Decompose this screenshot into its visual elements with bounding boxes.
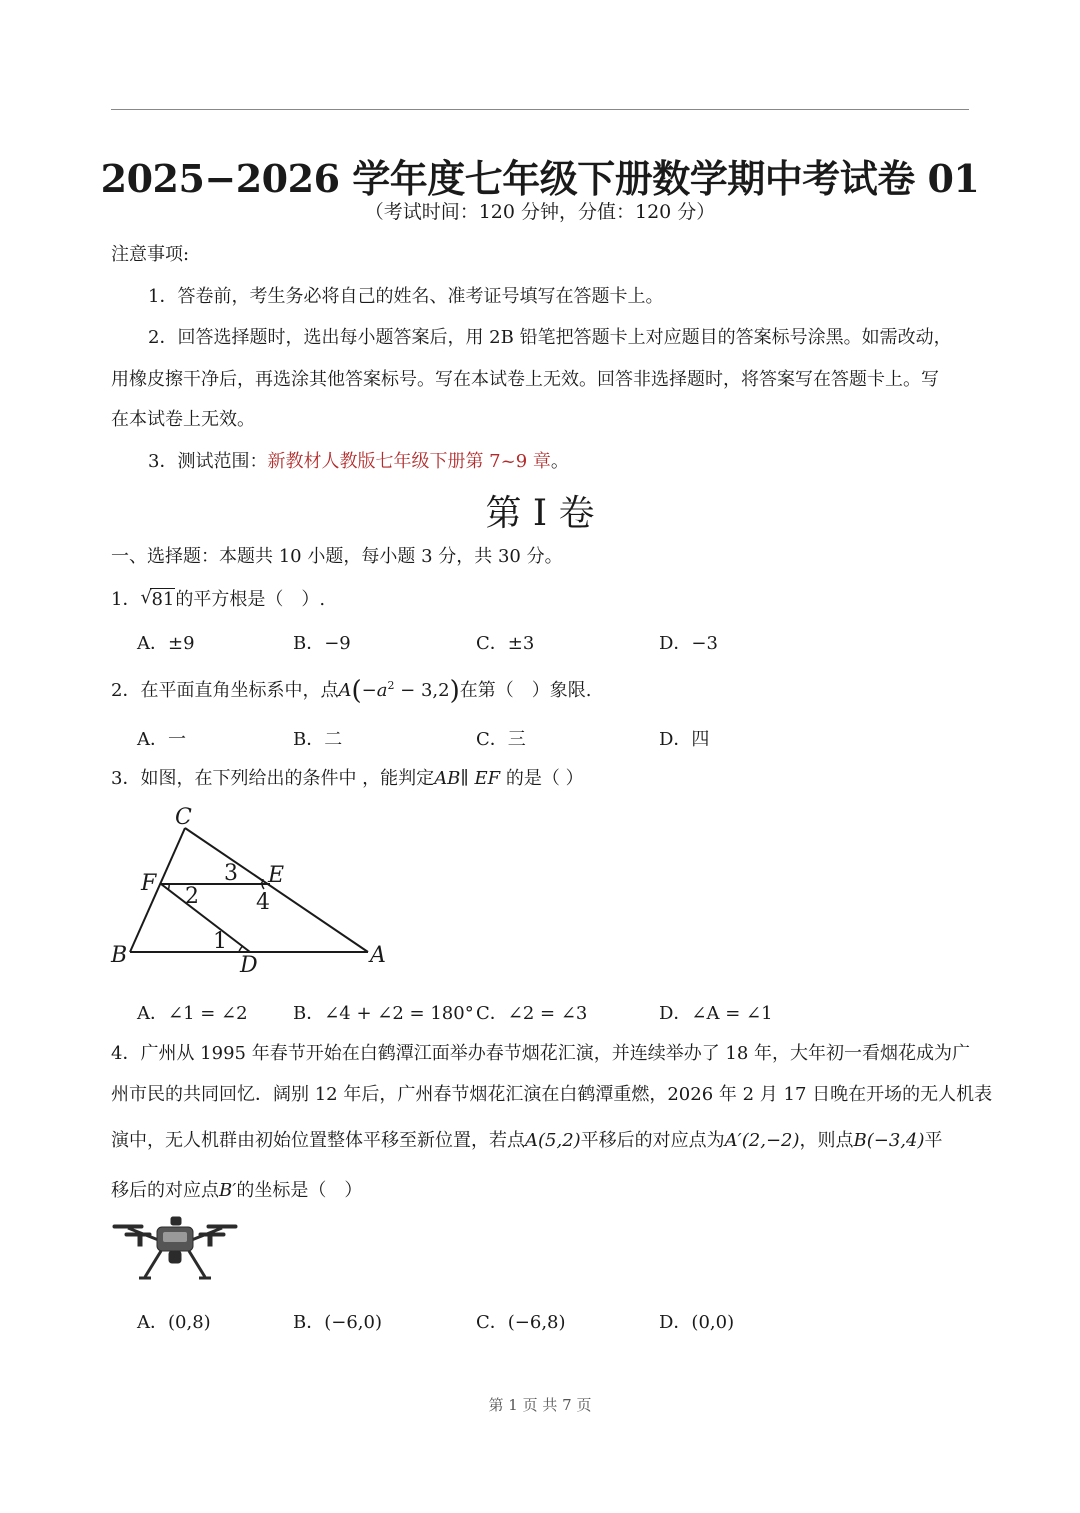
part-1-heading: 一、选择题：本题共 10 小题，每小题 3 分，共 30 分。	[111, 546, 563, 567]
sqrt-81	[140, 587, 175, 613]
q1-option-c: C．±3	[476, 633, 535, 654]
drone-image	[111, 1215, 239, 1285]
label-angle-3: 3	[224, 861, 238, 886]
q1-option-d: D．−3	[659, 633, 718, 654]
q4-line-3-d: 平	[924, 1130, 943, 1151]
label-e: E	[268, 863, 285, 888]
q1-number: 1．	[111, 589, 141, 610]
q2-prefix: 2．在平面直角坐标系中，点	[111, 680, 339, 701]
q2-option-b: B．二	[293, 729, 343, 750]
point-a-prime: A′(2,−2)	[724, 1130, 800, 1151]
label-f: F	[141, 871, 157, 896]
point-a: A(5,2)	[525, 1130, 581, 1151]
top-rule	[111, 109, 969, 110]
triangle-figure	[105, 800, 405, 980]
motor-left	[138, 1236, 142, 1246]
label-angle-1: 1	[213, 929, 227, 954]
label-c: C	[175, 805, 192, 830]
body-panel	[163, 1232, 187, 1242]
segment-fd	[161, 884, 250, 952]
q3-text: 3．如图，在下列给出的条件中 ，能判定	[111, 768, 435, 789]
leg-left	[145, 1251, 161, 1277]
question-3	[111, 766, 584, 792]
question-1	[111, 587, 325, 613]
q4-option-d: D．(0,0)	[659, 1312, 735, 1333]
q1-text: 的平方根是（ ）.	[175, 589, 326, 610]
section-title: 第 I 卷	[485, 493, 595, 534]
q3-ab: AB	[434, 768, 461, 789]
q3-option-b: B．∠4 + ∠2 = 180°	[293, 1003, 474, 1024]
right-paren: )	[449, 676, 460, 706]
leg-right	[189, 1251, 205, 1277]
q2-point-label: A	[338, 680, 352, 701]
q3-suffix: 的是（ ）	[500, 768, 584, 789]
exam-subtitle: （考试时间：120 分钟，分值：120 分）	[364, 201, 716, 223]
point-b: B(−3,4)	[853, 1130, 925, 1151]
note-3-suffix: 。	[550, 451, 569, 472]
q4-line-3-a: 演中，无人机群由初始位置整体平移至新位置，若点	[111, 1130, 525, 1151]
rotor-right-1	[207, 1225, 237, 1228]
q2-exponent: 2	[387, 679, 395, 692]
q2-option-a: A．一	[137, 729, 186, 750]
radicand: 81	[151, 589, 175, 610]
note-3	[148, 449, 569, 475]
q2-suffix: 在第（ ）象限.	[459, 680, 592, 701]
q3-parallel: ∥	[460, 768, 469, 789]
label-angle-2: 2	[185, 884, 199, 909]
q2-option-c: C．三	[476, 729, 526, 750]
note-1: 1．答卷前，考生务必将自己的姓名、准考证号填写在答题卡上。	[148, 286, 664, 307]
q2-coord-a: −a	[361, 680, 388, 701]
note-2-line-3: 在本试卷上无效。	[111, 409, 255, 430]
exam-title: 2025−2026 学年度七年级下册数学期中考试卷 01	[100, 156, 980, 201]
camera-gimbal	[169, 1251, 181, 1263]
gps-module	[171, 1217, 181, 1225]
radical-sign: √	[140, 587, 152, 608]
q4-option-c: C．(−6,8)	[476, 1312, 566, 1333]
left-paren: (	[351, 676, 362, 706]
label-angle-4: 4	[256, 890, 270, 915]
test-scope: 新教材人教版七年级下册第 7~9 章	[267, 451, 551, 472]
motor-right	[208, 1236, 212, 1246]
q4-line-3-c: ，则点	[799, 1130, 854, 1151]
page-footer: 第 1 页 共 7 页	[488, 1396, 592, 1414]
point-b-prime: B′	[219, 1180, 237, 1201]
q2-option-d: D．四	[659, 729, 710, 750]
q4-option-a: A．(0,8)	[137, 1312, 211, 1333]
note-3-prefix: 3．测试范围：	[148, 451, 268, 472]
q3-option-c: C．∠2 = ∠3	[476, 1003, 588, 1024]
question-2	[111, 673, 591, 704]
note-2-line-1: 2．回答选择题时，选出每小题答案后，用 2B 铅笔把答题卡上对应题目的答案标号涂黑。如需改动，	[148, 327, 952, 348]
q2-coord-b: − 3,2	[394, 680, 450, 701]
label-b: B	[111, 943, 128, 968]
segment-cb	[130, 828, 185, 952]
q4-line-4-a: 移后的对应点	[111, 1180, 219, 1201]
q3-option-d: D．∠A = ∠1	[659, 1003, 773, 1024]
label-a: A	[370, 943, 386, 968]
q4-line-4-b: 的坐标是（ ）	[236, 1180, 363, 1201]
q4-line-3	[111, 1128, 943, 1154]
q4-option-b: B．(−6,0)	[293, 1312, 382, 1333]
q1-option-a: A．±9	[137, 633, 195, 654]
label-d: D	[240, 953, 258, 978]
note-2-line-2: 用橡皮擦干净后，再选涂其他答案标号。写在本试卷上无效。回答非选择题时，将答案写在答题卡上。写	[111, 369, 939, 390]
rotor-left-1	[113, 1225, 143, 1228]
q3-ef: EF	[474, 768, 501, 789]
notes-heading: 注意事项:	[111, 244, 190, 265]
q3-option-a: A．∠1 = ∠2	[137, 1003, 248, 1024]
q1-option-b: B．−9	[293, 633, 351, 654]
q4-line-1: 4．广州从 1995 年春节开始在白鹤潭江面举办春节烟花汇演，并连续举办了 18 年，大年初一看烟花成为广	[111, 1043, 971, 1064]
q4-line-4	[111, 1178, 362, 1204]
q4-line-2: 州市民的共同回忆．阔别 12 年后，广州春节烟花汇演在白鹤潭重燃，2026 年 2 月 17 日晚在开场的无人机表	[111, 1084, 993, 1105]
q4-line-3-b: 平移后的对应点为	[580, 1130, 725, 1151]
